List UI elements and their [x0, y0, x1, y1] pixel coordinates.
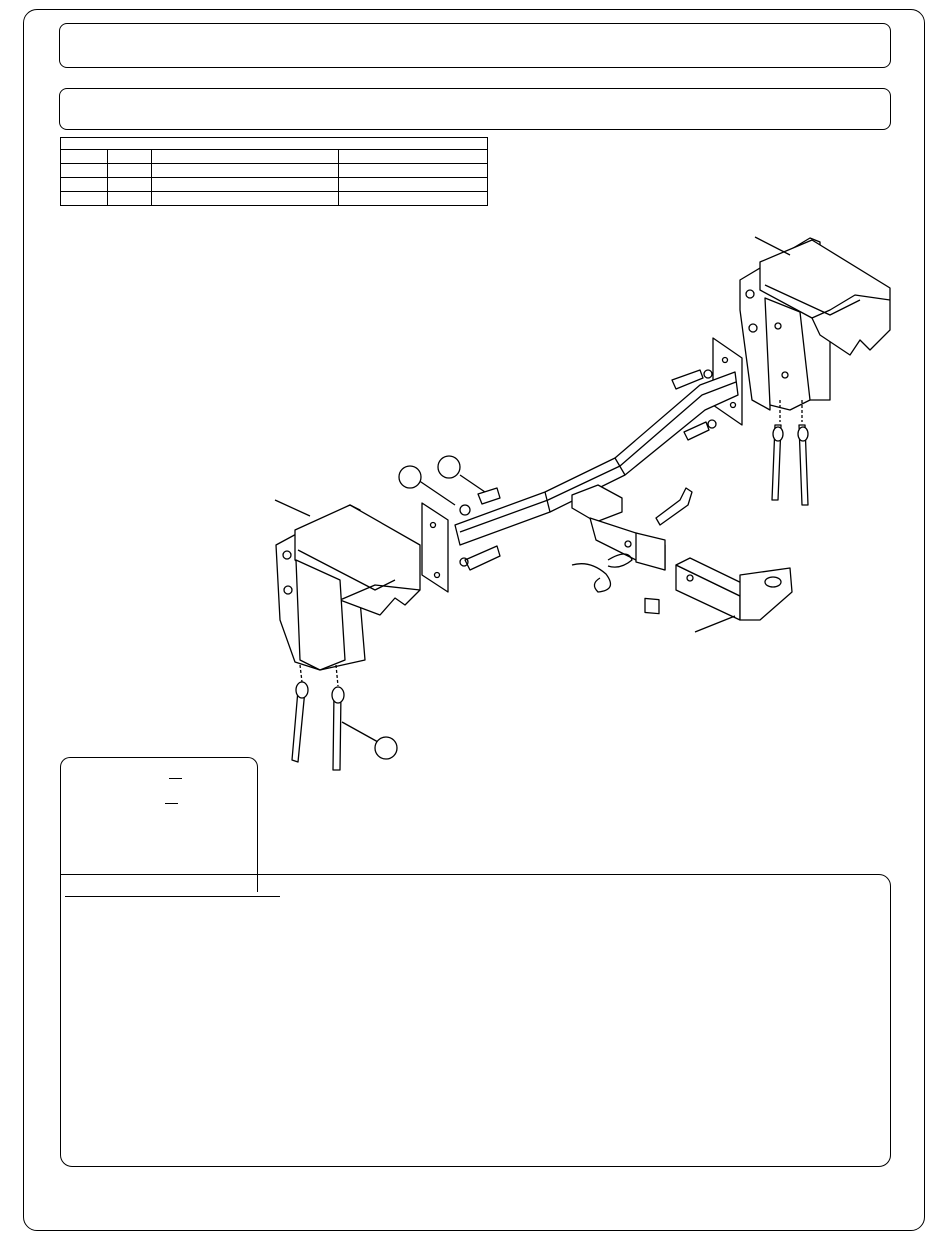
table-cell [108, 178, 152, 192]
parts-table [60, 137, 488, 206]
hitch-pin-clip [572, 554, 632, 592]
tool-underline [169, 778, 182, 779]
table-cell [61, 178, 108, 192]
table-cell [61, 192, 108, 206]
tool-underline [165, 803, 178, 804]
callout-bubble [375, 737, 397, 759]
right-mounting-bracket [740, 237, 890, 410]
table-row [61, 178, 488, 192]
parts-table-header [61, 138, 488, 150]
table-cell [152, 150, 339, 164]
table-row [61, 192, 488, 206]
left-mounting-bracket [275, 500, 420, 670]
callout-bubbles [375, 456, 460, 759]
table-cell [152, 164, 339, 178]
callout-bubble [399, 466, 421, 488]
callout-bubble [438, 456, 460, 478]
ball-mount [676, 558, 792, 632]
left-safety-straps [292, 665, 378, 770]
table-cell [339, 150, 488, 164]
table-cell [61, 150, 108, 164]
instructions-heading-underline [65, 896, 280, 897]
table-row [61, 150, 488, 164]
receiver-tube [572, 485, 665, 614]
table-cell [339, 178, 488, 192]
left-side-plate [422, 503, 448, 592]
table-cell [108, 192, 152, 206]
table-cell [61, 164, 108, 178]
table-cell [108, 164, 152, 178]
parts-table-header-row [61, 138, 488, 150]
table-row [61, 164, 488, 178]
table-cell [108, 150, 152, 164]
table-cell [152, 178, 339, 192]
tools-required-box [60, 757, 258, 892]
right-safety-straps [772, 400, 808, 505]
table-cell [339, 164, 488, 178]
hitch-pin [656, 488, 692, 525]
instructions-box [60, 874, 891, 1167]
page-subtitle [59, 88, 891, 130]
table-cell [152, 192, 339, 206]
hitch-exploded-drawing [240, 225, 900, 785]
page-title [59, 23, 891, 68]
table-cell [339, 192, 488, 206]
